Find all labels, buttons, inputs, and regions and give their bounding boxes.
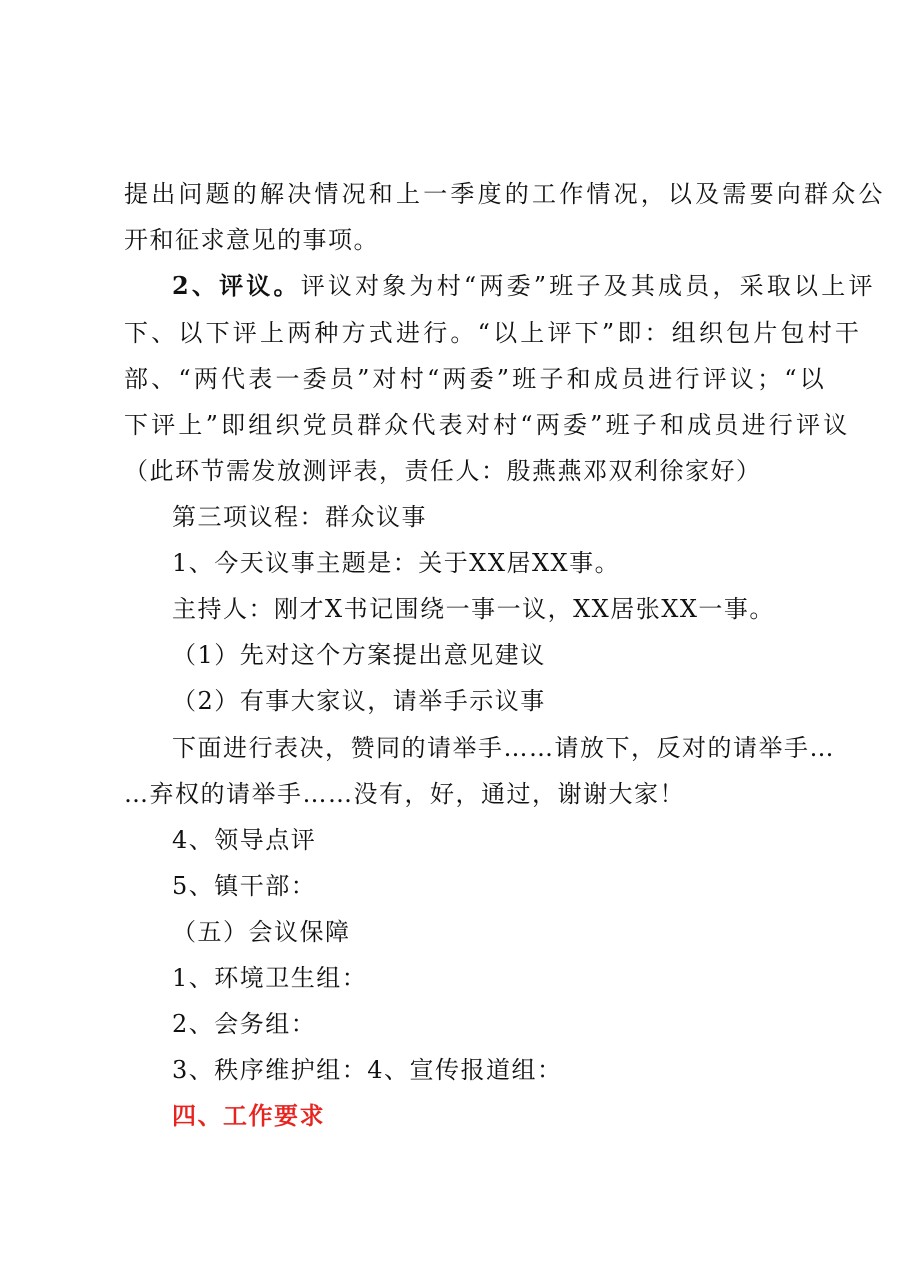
agenda-heading: 第三项议程：群众议事 <box>172 503 427 531</box>
agenda-item: 1、今天议事主题是：关于XX居XX事。 <box>172 549 621 577</box>
section-heading-requirements: 四、工作要求 <box>172 1101 325 1130</box>
paragraph-line: （此环节需发放测评表，责任人：殷燕燕邓双利徐家好） <box>124 457 762 485</box>
vote-line: …弃权的请举手……没有，好，通过，谢谢大家！ <box>124 780 685 808</box>
sub-item: （2）有事大家议，请举手示议事 <box>172 687 546 715</box>
section-heading-review: 2、评议。 <box>172 271 301 300</box>
vote-line: 下面进行表决，赞同的请举手……请放下，反对的请举手… <box>172 734 835 762</box>
section-heading-support: （五）会议保障 <box>172 918 351 946</box>
paragraph-text: 评议对象为村“两委”班子及其成员，采取以上评 <box>300 272 876 300</box>
host-line: 主持人：刚才X书记围绕一事一议，XX居张XX一事。 <box>172 595 775 623</box>
paragraph-line: 部、“两代表一委员”对村“两委”班子和成员进行评议；“以 <box>124 365 827 393</box>
agenda-item: 4、领导点评 <box>172 826 317 854</box>
paragraph-line: 下评上”即组织党员群众代表对村“两委”班子和成员进行评议 <box>124 411 851 439</box>
agenda-item: 5、镇干部： <box>172 872 317 900</box>
paragraph-line <box>172 271 876 301</box>
paragraph-line: 提出问题的解决情况和上一季度的工作情况，以及需要向群众公 <box>124 180 886 208</box>
paragraph-line: 下、以下评上两种方式进行。“以上评下”即：组织包片包村干 <box>124 319 863 347</box>
support-item: 1、环境卫生组： <box>172 964 368 992</box>
support-item: 2、会务组： <box>172 1010 317 1038</box>
paragraph-line: 开和征求意见的事项。 <box>124 226 379 254</box>
support-item: 3、秩序维护组：4、宣传报道组： <box>172 1056 563 1084</box>
sub-item: （1）先对这个方案提出意见建议 <box>172 641 546 669</box>
